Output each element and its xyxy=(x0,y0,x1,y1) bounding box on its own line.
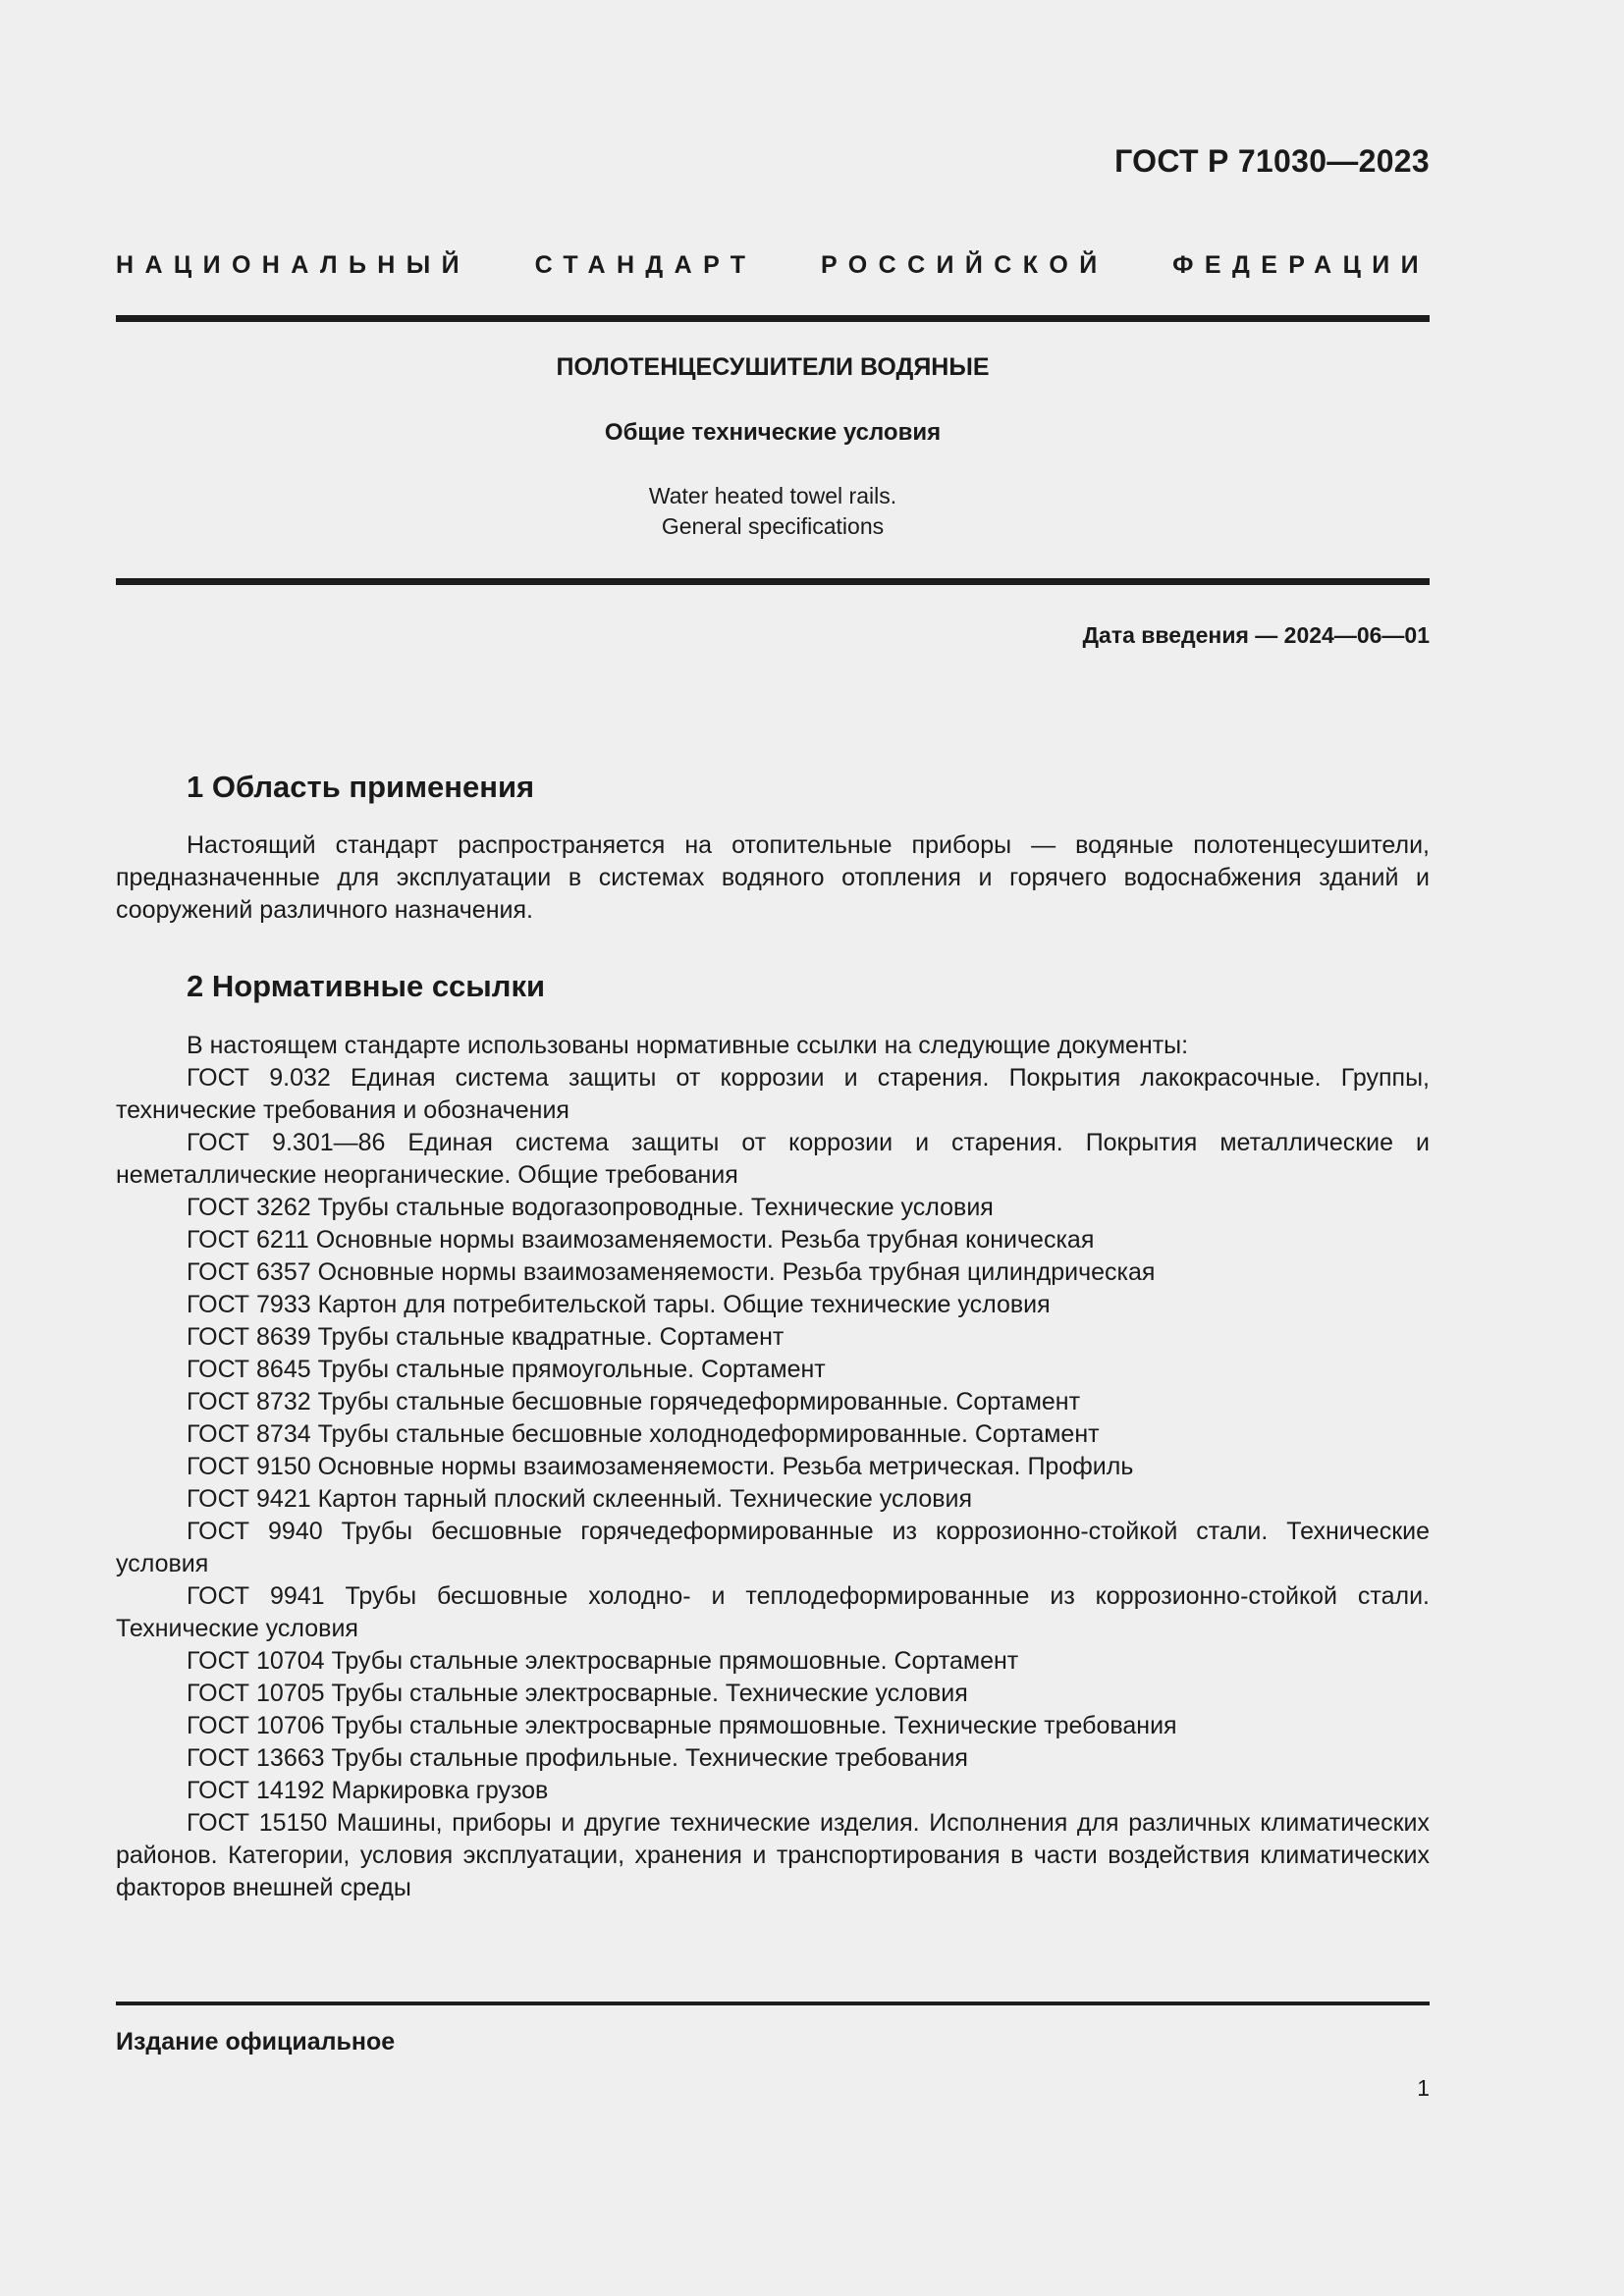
reference-item: ГОСТ 14192 Маркировка грузов xyxy=(187,1777,549,1804)
reference-item: ГОСТ 6357 Основные нормы взаимозаменяемости. Резьба трубная цилиндрическая xyxy=(187,1258,1156,1286)
introduction-date: Дата введения — 2024—06—01 xyxy=(1082,622,1430,648)
reference-item: ГОСТ 8734 Трубы стальные бесшовные холоднодеформированные. Сортамент xyxy=(187,1420,1100,1448)
reference-item: ГОСТ 9150 Основные нормы взаимозаменяемости. Резьба метрическая. Профиль xyxy=(187,1453,1134,1480)
reference-item: ГОСТ 9421 Картон тарный плоский склеенный. Технические условия xyxy=(187,1485,973,1513)
section-1-heading: 1 Область применения xyxy=(187,770,535,804)
top-divider xyxy=(116,315,1430,322)
reference-item: ГОСТ 8732 Трубы стальные бесшовные горячедеформированные. Сортамент xyxy=(187,1388,1081,1415)
reference-item: ГОСТ 9.032 Единая система защиты от коррозии и старения. Покрытия лакокрасочные. Группы, технические требования и обозначения xyxy=(116,1064,1430,1124)
reference-item: ГОСТ 6211 Основные нормы взаимозаменяемости. Резьба трубная коническая xyxy=(187,1226,1095,1254)
reference-item: ГОСТ 10705 Трубы стальные электросварные. Технические условия xyxy=(187,1680,968,1707)
reference-item: ГОСТ 15150 Машины, приборы и другие технические изделия. Исполнения для различных климатических районов. Категории, условия эксплуатации, хранения и транспортирования в части воздействия климатических факторов внешней среды xyxy=(116,1809,1430,1901)
footer-divider xyxy=(116,2002,1430,2005)
reference-item: ГОСТ 10704 Трубы стальные электросварные прямошовные. Сортамент xyxy=(187,1647,1019,1675)
document-subtitle-ru: Общие технические условия xyxy=(604,419,942,446)
document-number: ГОСТ Р 71030—2023 xyxy=(1114,143,1430,179)
page-number: 1 xyxy=(1417,2075,1430,2101)
reference-item: ГОСТ 9941 Трубы бесшовные холодно- и теплодеформированные из коррозионно-стойкой стали. Технические условия xyxy=(116,1582,1430,1642)
reference-item: ГОСТ 8645 Трубы стальные прямоугольные. Сортамент xyxy=(187,1356,826,1383)
paragraph: В настоящем стандарте использованы нормативные ссылки на следующие документы: xyxy=(187,1032,1189,1059)
section-1-body xyxy=(116,829,1430,927)
national-standard-title: НАЦИОНАЛЬНЫЙ СТАНДАРТ РОССИЙСКОЙ ФЕДЕРАЦИИ xyxy=(116,251,1430,279)
document-title-ru: ПОЛОТЕНЦЕСУШИТЕЛИ ВОДЯНЫЕ xyxy=(556,353,990,381)
reference-item: ГОСТ 9940 Трубы бесшовные горячедеформированные из коррозионно-стойкой стали. Технические условия xyxy=(116,1518,1430,1577)
middle-divider xyxy=(116,578,1430,585)
section-2-body xyxy=(116,1030,1430,1904)
reference-item: ГОСТ 9.301—86 Единая система защиты от коррозии и старения. Покрытия металлические и неметаллические неорганические. Общие требования xyxy=(116,1129,1430,1189)
document-title-en xyxy=(116,481,1430,542)
reference-item: ГОСТ 3262 Трубы стальные водогазопроводные. Технические условия xyxy=(187,1194,994,1221)
reference-item: ГОСТ 13663 Трубы стальные профильные. Технические требования xyxy=(187,1744,968,1772)
official-edition-label: Издание официальное xyxy=(116,2028,396,2056)
section-2-heading: 2 Нормативные ссылки xyxy=(187,969,546,1003)
reference-item: ГОСТ 7933 Картон для потребительской тары. Общие технические условия xyxy=(187,1291,1051,1318)
reference-item: ГОСТ 8639 Трубы стальные квадратные. Сортамент xyxy=(187,1323,785,1351)
title-en-line-1: Water heated towel rails. xyxy=(648,483,897,508)
reference-item: ГОСТ 10706 Трубы стальные электросварные прямошовные. Технические требования xyxy=(187,1712,1177,1739)
title-en-line-2: General specifications xyxy=(661,513,885,539)
document-page xyxy=(116,0,1430,2296)
paragraph: Настоящий стандарт распространяется на отопительные приборы — водяные полотенцесушители, предназначенные для эксплуатации в системах водяного отопления и горячего водоснабжения зданий и сооружений различного назначения. xyxy=(116,831,1430,924)
